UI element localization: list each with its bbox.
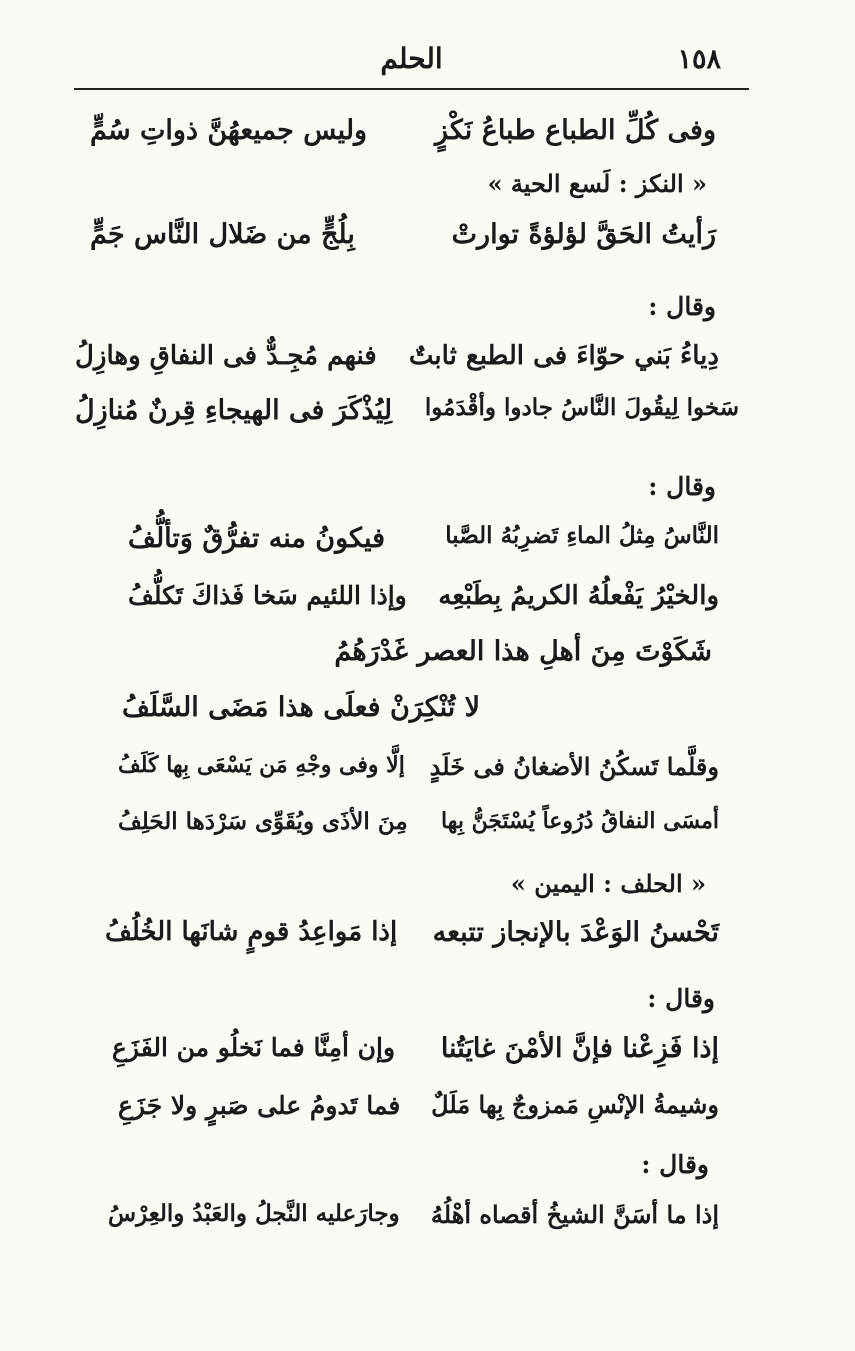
verse-line: [90, 112, 716, 162]
verse-line: [118, 1088, 719, 1138]
second-hemistich: فيكونُ منه تفرُّقٌ وَتألُّفُ: [128, 523, 386, 554]
second-hemistich: وإذا اللئيم سَخا فَذاكَ تَكلُّفُ: [128, 581, 407, 610]
page-header: [74, 38, 749, 90]
second-hemistich: وإن أمِنَّا فما نَخلُو من الفَزَعِ: [112, 1033, 396, 1062]
verse-line: [105, 914, 719, 964]
first-hemistich: رَأيتُ الحَقَّ لؤلؤةً توارتْ: [451, 219, 716, 250]
first-hemistich: إذا ما أسَنَّ الشيخُ أقصاه أهْلُهُ: [430, 1200, 719, 1229]
verse-line: [108, 1198, 719, 1248]
first-hemistich: تَحْسنُ الوَعْدَ بالإنجاز تتبعه: [432, 917, 719, 948]
footnote: « النكز : لَسع الحية »: [487, 169, 707, 198]
header-rule: [74, 88, 749, 90]
verse-line: [75, 338, 719, 388]
verse-line: [128, 520, 719, 570]
second-hemistich: إلَّا وفى وجْهِ مَن يَسْعَى بِها كَلَفُ: [118, 752, 405, 778]
second-hemistich: وليس جميعهُنَّ ذواتِ سُمٍّ: [90, 115, 368, 146]
first-hemistich: النَّاسُ مِثلُ الماءِ تَضرِبُهُ الصَّبا: [445, 522, 719, 549]
verse-first-half: شَكَوْتَ مِنَ أهلِ هذا العصر غَدْرَهُمُ: [334, 636, 712, 667]
said-label: وقال :: [648, 472, 716, 501]
verse-line: [118, 750, 719, 800]
verse-line: [112, 1030, 719, 1080]
second-hemistich: إذا مَواعِدُ قومٍ شانَها الخُلُفُ: [105, 917, 398, 947]
said-label: وقال :: [648, 292, 716, 321]
said-label: وقال :: [647, 984, 715, 1013]
said-label: وقال :: [641, 1150, 709, 1179]
first-hemistich: والخيْرُ يَفْعلُهُ الكريمُ بِطَبْعِه: [438, 581, 719, 611]
first-hemistich: دِياءُ بَني حوّاءَ فى الطبع ثابتٌ: [408, 341, 719, 371]
verse-line: [75, 392, 739, 442]
first-hemistich: وقلَّما تَسكُنُ الأضغانُ فى خَلَدٍ: [429, 752, 719, 781]
first-hemistich: إذا فَزِعْنا فإنَّ الأمْنَ غايَتُنا: [440, 1033, 719, 1064]
footnote: « الحلف : اليمين »: [510, 869, 706, 898]
first-hemistich: وشيمةُ الإنْسِ مَمزوجٌ بِها مَلَلٌ: [431, 1090, 719, 1119]
second-hemistich: لِيُذْكَرَ فى الهيجاءِ قِرنٌ مُنازِلُ: [75, 395, 393, 426]
verse-second-half: لا تُنْكِرَنْ فعلَى هذا مَضَى السَّلَفُ: [122, 692, 481, 723]
first-hemistich: أمسَى النفاقُ دُرُوعاً يُسْتَجَنُّ بِها: [440, 808, 719, 834]
verse-line: [128, 578, 719, 628]
second-hemistich: مِنَ الأذَى ويُقَوِّى سَرْدَها الحَلِفُ: [118, 808, 408, 835]
verse-line: [90, 216, 716, 266]
verse-line: [118, 806, 719, 856]
first-hemistich: سَخوا لِيقُولَ النَّاسُ جادوا وأقْدَمُوا: [424, 394, 739, 421]
second-hemistich: فما تَدومُ على صَبرٍ ولا جَزَعِ: [118, 1091, 401, 1120]
second-hemistich: فنهم مُجِـدٌّ فى النفاقِ وهازِلُ: [75, 341, 377, 371]
page-number: ١٥٨: [677, 44, 721, 75]
second-hemistich: وجارَعليه النَّجلُ والعَبْدُ والعِرْسُ: [108, 1200, 400, 1227]
second-hemistich: بِلُجٍّ من ضَلال النَّاس جَمٍّ: [90, 219, 355, 250]
running-title: الحلم: [380, 42, 443, 75]
first-hemistich: وفى كُلِّ الطباع طباعُ نَكْزٍ: [434, 115, 716, 146]
